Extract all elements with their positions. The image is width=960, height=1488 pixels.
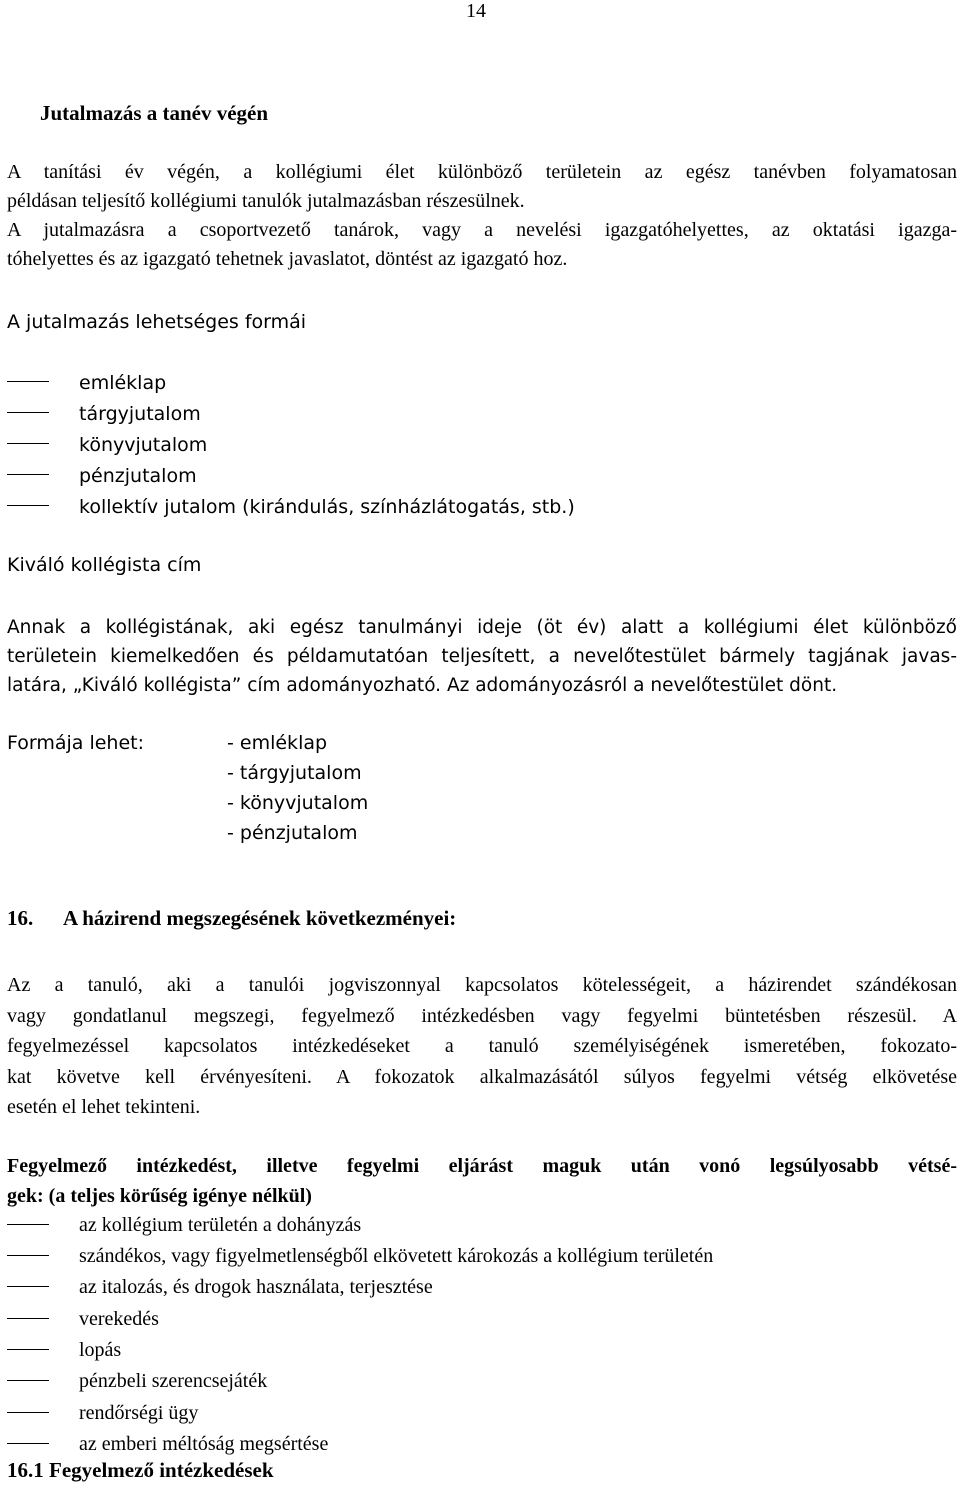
list-item: az emberi méltóság megsértése xyxy=(7,1429,328,1459)
dash-bullet-icon xyxy=(7,381,49,382)
list-item: pénzbeli szerencsejáték xyxy=(7,1366,267,1396)
paragraph-line: vagy gondatlanul megszegi, fegyelmező intézkedésben vagy fegyelmi büntetésben részesül. A xyxy=(7,1004,957,1027)
paragraph-line: A jutalmazásra a csoportvezető tanárok, vagy a nevelési igazgatóhelyettes, az oktatási igazga- xyxy=(7,219,957,241)
list-item: - tárgyjutalom xyxy=(227,762,362,784)
reward-forms-heading: A jutalmazás lehetséges formái xyxy=(7,311,307,333)
dash-bullet-icon xyxy=(7,1255,49,1256)
list-item: az kollégium területén a dohányzás xyxy=(7,1210,361,1240)
dash-bullet-icon xyxy=(7,1224,49,1225)
paragraph-line: Annak a kollégistának, aki egész tanulmányi ideje (öt év) alatt a kollégiumi élet különböző xyxy=(7,617,957,638)
list-item: lopás xyxy=(7,1335,121,1365)
list-item: - pénzjutalom xyxy=(227,822,358,844)
list-item: emléklap xyxy=(7,368,166,398)
paragraph-line: Fegyelmező intézkedést, illetve fegyelmi eljárást maguk után vonó legsúlyosabb vétsé- xyxy=(7,1155,957,1177)
paragraph-line: esetén el lehet tekinteni. xyxy=(7,1096,201,1118)
paragraph-line: példásan teljesítő kollégiumi tanulók jutalmazásban részesülnek. xyxy=(7,190,525,212)
reward-paragraph xyxy=(7,158,957,274)
section-number: 16. xyxy=(7,906,34,930)
dash-bullet-icon xyxy=(7,1318,49,1319)
list-item: rendőrségi ügy xyxy=(7,1398,198,1428)
list-item: - emléklap xyxy=(227,732,328,754)
dash-bullet-icon xyxy=(7,474,49,475)
dash-bullet-icon xyxy=(7,412,49,413)
dash-bullet-icon xyxy=(7,1443,49,1444)
list-item: az italozás, és drogok használata, terjesztése xyxy=(7,1272,433,1302)
dash-bullet-icon xyxy=(7,1412,49,1413)
paragraph-line: Az a tanuló, aki a tanulói jogviszonnyal kapcsolatos kötelességeit, a házirendet szándékosan xyxy=(7,974,957,996)
form-label: Formája lehet: xyxy=(7,732,145,754)
dash-bullet-icon xyxy=(7,1286,49,1287)
list-item: könyvjutalom xyxy=(7,430,207,460)
paragraph-line: tóhelyettes és az igazgató tehetnek javaslatot, döntést az igazgató hoz. xyxy=(7,248,568,270)
paragraph-line: A tanítási év végén, a kollégiumi élet különböző területein az egész tanévben folyamatosan xyxy=(7,161,957,183)
page-number: 14 xyxy=(466,0,486,22)
dash-bullet-icon xyxy=(7,1380,49,1381)
list-item: kollektív jutalom (kirándulás, színházlátogatás, stb.) xyxy=(7,492,575,522)
dash-bullet-icon xyxy=(7,443,49,444)
paragraph-line: fegyelmezéssel kapcsolatos intézkedéseket a tanuló személyiségének ismeretében, fokozato- xyxy=(7,1035,957,1057)
paragraph-line: gek: (a teljes körűség igénye nélkül) xyxy=(7,1185,312,1207)
section-heading-consequences: A házirend megszegésének következményei: xyxy=(63,906,457,930)
paragraph-line: kat követve kell érvényesíteni. A fokozatok alkalmazásától súlyos fegyelmi vétség elkövetése xyxy=(7,1065,957,1088)
serious-offenses-heading xyxy=(7,1151,957,1211)
dash-bullet-icon xyxy=(7,1349,49,1350)
list-item: verekedés xyxy=(7,1304,159,1334)
consequences-paragraph xyxy=(7,970,957,1123)
paragraph-line: területein kiemelkedően és példamutatóan teljesített, a nevelőtestület bármely tagjának javas- xyxy=(7,646,957,667)
list-item: szándékos, vagy figyelmetlenségből elkövetett károkozás a kollégium területén xyxy=(7,1241,713,1271)
paragraph-line: latára, „Kiváló kollégista” cím adományozható. Az adományozásról a nevelőtestület dönt. xyxy=(7,675,838,696)
list-item: tárgyjutalom xyxy=(7,399,201,429)
list-item: - könyvjutalom xyxy=(227,792,369,814)
list-item: pénzjutalom xyxy=(7,461,197,491)
section-heading-excellent-student: Kiváló kollégista cím xyxy=(7,554,202,576)
section-heading-reward: Jutalmazás a tanév végén xyxy=(40,101,269,125)
dash-bullet-icon xyxy=(7,505,49,506)
excellent-student-paragraph xyxy=(7,613,957,700)
subsection-heading: 16.1 Fegyelmező intézkedések xyxy=(7,1458,274,1482)
